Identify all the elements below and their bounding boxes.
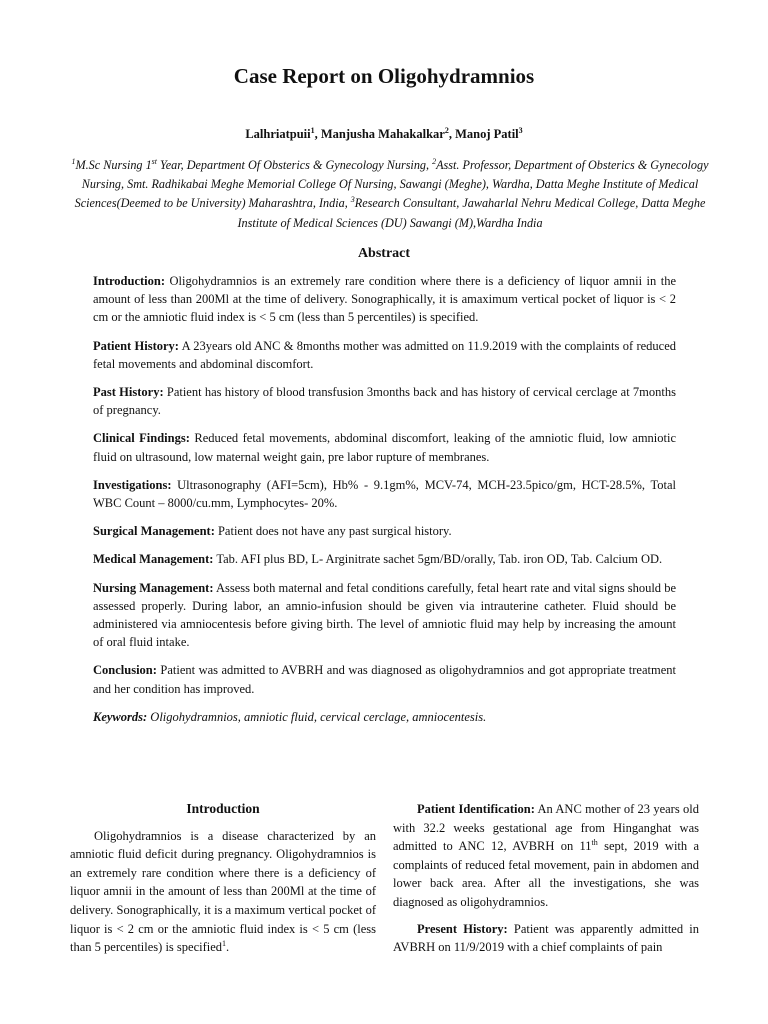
- section-label: Investigations:: [93, 477, 172, 492]
- paragraph-text: Patient was apparently admitted in AVBRH on 11/9/2019 with a chief complaints of pain: [393, 921, 700, 955]
- section-label: Surgical Management:: [93, 524, 215, 539]
- author-list: Lalhriatpuii$^1$, Manjusha Mahakalkar$^2$, Manoj Patil$^3$: [245, 125, 523, 141]
- affiliations: [60, 156, 720, 233]
- paragraph-text: sept, 2019 with a complaints of reduced fetal movement, pain in abdomen and lower back area. After all the investigations, she was diagnosed as oligohydramnios.: [393, 839, 699, 909]
- affiliation-text: Year, Department Of Obsterics & Gynecology Nursing,: [157, 158, 433, 172]
- author-name: Manoj Patil: [455, 127, 519, 141]
- section-text: Tab. AFI plus BD, L- Arginitrate sachet 5gm/BD/orally, Tab. iron OD, Tab. Calcium OD.: [213, 552, 663, 567]
- author-name: Lalhriatpuii: [245, 127, 311, 141]
- abstract-conclusion: [93, 661, 676, 697]
- section-text: A 23years old ANC & 8months mother was admitted on 11.9.2019 with the complaints of reduced fetal movements and abdominal discomfort.: [93, 338, 677, 371]
- author-superscript: 2: [444, 125, 449, 135]
- paragraph-text: Oligohydramnios is a disease characterized by an amniotic fluid deficit during pregnancy. Oligohydramnios is an extremely rare condition where there is a deficiency of liquor amnii in the amount of less than 200Ml at the time of delivery. Sonographically, it is a maximum vertical pocket of liquor is < 2 cm or the amniotic fluid index is < 5 cm (less than 5 percentiles) is specified: [70, 828, 376, 955]
- section-label: Keywords:: [93, 709, 148, 724]
- affiliation-text: Research Consultant, Jawaharlal Nehru Medical College, Datta Meghe Institute of Medical Sciences (DU) Sawangi (M),Wardha India: [237, 196, 706, 230]
- section-text: Patient was admitted to AVBRH and was diagnosed as oligohydramnios and got appropriate treatment and her condition has improved.: [93, 663, 676, 696]
- section-text: Oligohydramnios is an extremely rare condition where there is a deficiency of liquor amnii in the amount of less than 200Ml at the time of delivery. Sonographically, it is amaximum vertical pocket of liquor is < 2 cm or the amniotic fluid index is < 5 cm (less than 5 percentiles) is specified.: [93, 274, 676, 325]
- patient-identification-paragraph: [393, 800, 699, 912]
- introduction-paragraph: [70, 827, 376, 957]
- section-label: Patient History:: [93, 338, 179, 353]
- section-text: Patient has history of blood transfusion 3months back and has history of cervical cerclage at 7months of pregnancy.: [93, 385, 676, 418]
- abstract-surgical-management: [93, 522, 676, 540]
- abstract-nursing-management: [93, 579, 676, 652]
- affiliation-superscript: 1: [71, 156, 76, 166]
- abstract-clinical-findings: [93, 429, 676, 465]
- section-text: Oligohydramnios, amniotic fluid, cervical cerclage, amniocentesis.: [147, 709, 487, 724]
- author-superscript: 1: [310, 125, 315, 135]
- abstract-keywords: [93, 708, 676, 726]
- section-label: Nursing Management:: [93, 580, 214, 595]
- abstract-medical-management: [93, 550, 676, 568]
- abstract-introduction: [93, 272, 676, 327]
- paragraph-text: An ANC mother of 23 years old with 32.2 weeks gestational age from Hinganghat was admitted to ANC 12, AVBRH on 11: [393, 802, 699, 854]
- section-label: Conclusion:: [93, 663, 157, 678]
- section-label: Clinical Findings:: [93, 431, 190, 446]
- paper-title: Case Report on Oligohydramnios: [233, 64, 535, 88]
- reference-superscript: 1: [222, 939, 227, 948]
- section-label: Medical Management:: [93, 552, 214, 567]
- affiliation-superscript: 3: [350, 195, 355, 205]
- affiliation-text: Asst. Professor, Department of Obsterics & Gynecology Nursing, Smt. Radhikabai Meghe Memorial College Of Nursing, Sawangi (Meghe), Wardha, Datta Meghe Institute of Medical Sciences(Deemed to be University) Maharashtra, India,: [74, 158, 709, 211]
- ordinal-superscript: st: [151, 156, 157, 166]
- abstract-body: [93, 272, 676, 736]
- author-name: Manjusha Mahakalkar: [320, 127, 445, 141]
- section-label: Present History:: [417, 921, 508, 936]
- section-label: Patient Identification:: [417, 802, 535, 816]
- section-label: Past History:: [93, 385, 164, 400]
- abstract-past-history: [93, 383, 676, 419]
- section-text: Ultrasonography (AFI=5cm), Hb% - 9.1gm%, MCV-74, MCH-23.5pico/gm, HCT-28.5%, Total WBC Count – 8000/cu.mm, Lymphocytes- 20%.: [93, 477, 676, 511]
- affiliation-text: M.Sc Nursing 1: [75, 158, 152, 172]
- section-text: Reduced fetal movements, abdominal discomfort, leaking of the amniotic fluid, low amniotic fluid on ultrasound, low maternal weight gain, pre labor rupture of membranes.: [93, 431, 677, 464]
- abstract-heading: Abstract: [357, 246, 411, 261]
- ordinal-superscript: th: [591, 838, 598, 848]
- author-superscript: 3: [518, 125, 523, 135]
- present-history-paragraph: [393, 920, 699, 957]
- left-column: [70, 800, 376, 965]
- abstract-investigations: [93, 476, 676, 512]
- paragraph-text: .: [226, 940, 230, 955]
- section-text: Assess both maternal and fetal conditions carefully, fetal heart rate and vital signs should be assessed properly. During labor, an amnio-infusion should be given via intrauterine catheter. Fluid should be administered via amniocentesis before giving birth. The level of amniotic fluid may help by increasing the amount of oral fluid intake.: [93, 580, 676, 650]
- affiliation-superscript: 2: [432, 156, 437, 166]
- right-column: [393, 800, 699, 965]
- abstract-patient-history: [93, 337, 676, 373]
- introduction-heading: Introduction: [186, 801, 260, 816]
- section-text: Patient does not have any past surgical history.: [214, 524, 452, 539]
- section-label: Introduction:: [93, 274, 166, 288]
